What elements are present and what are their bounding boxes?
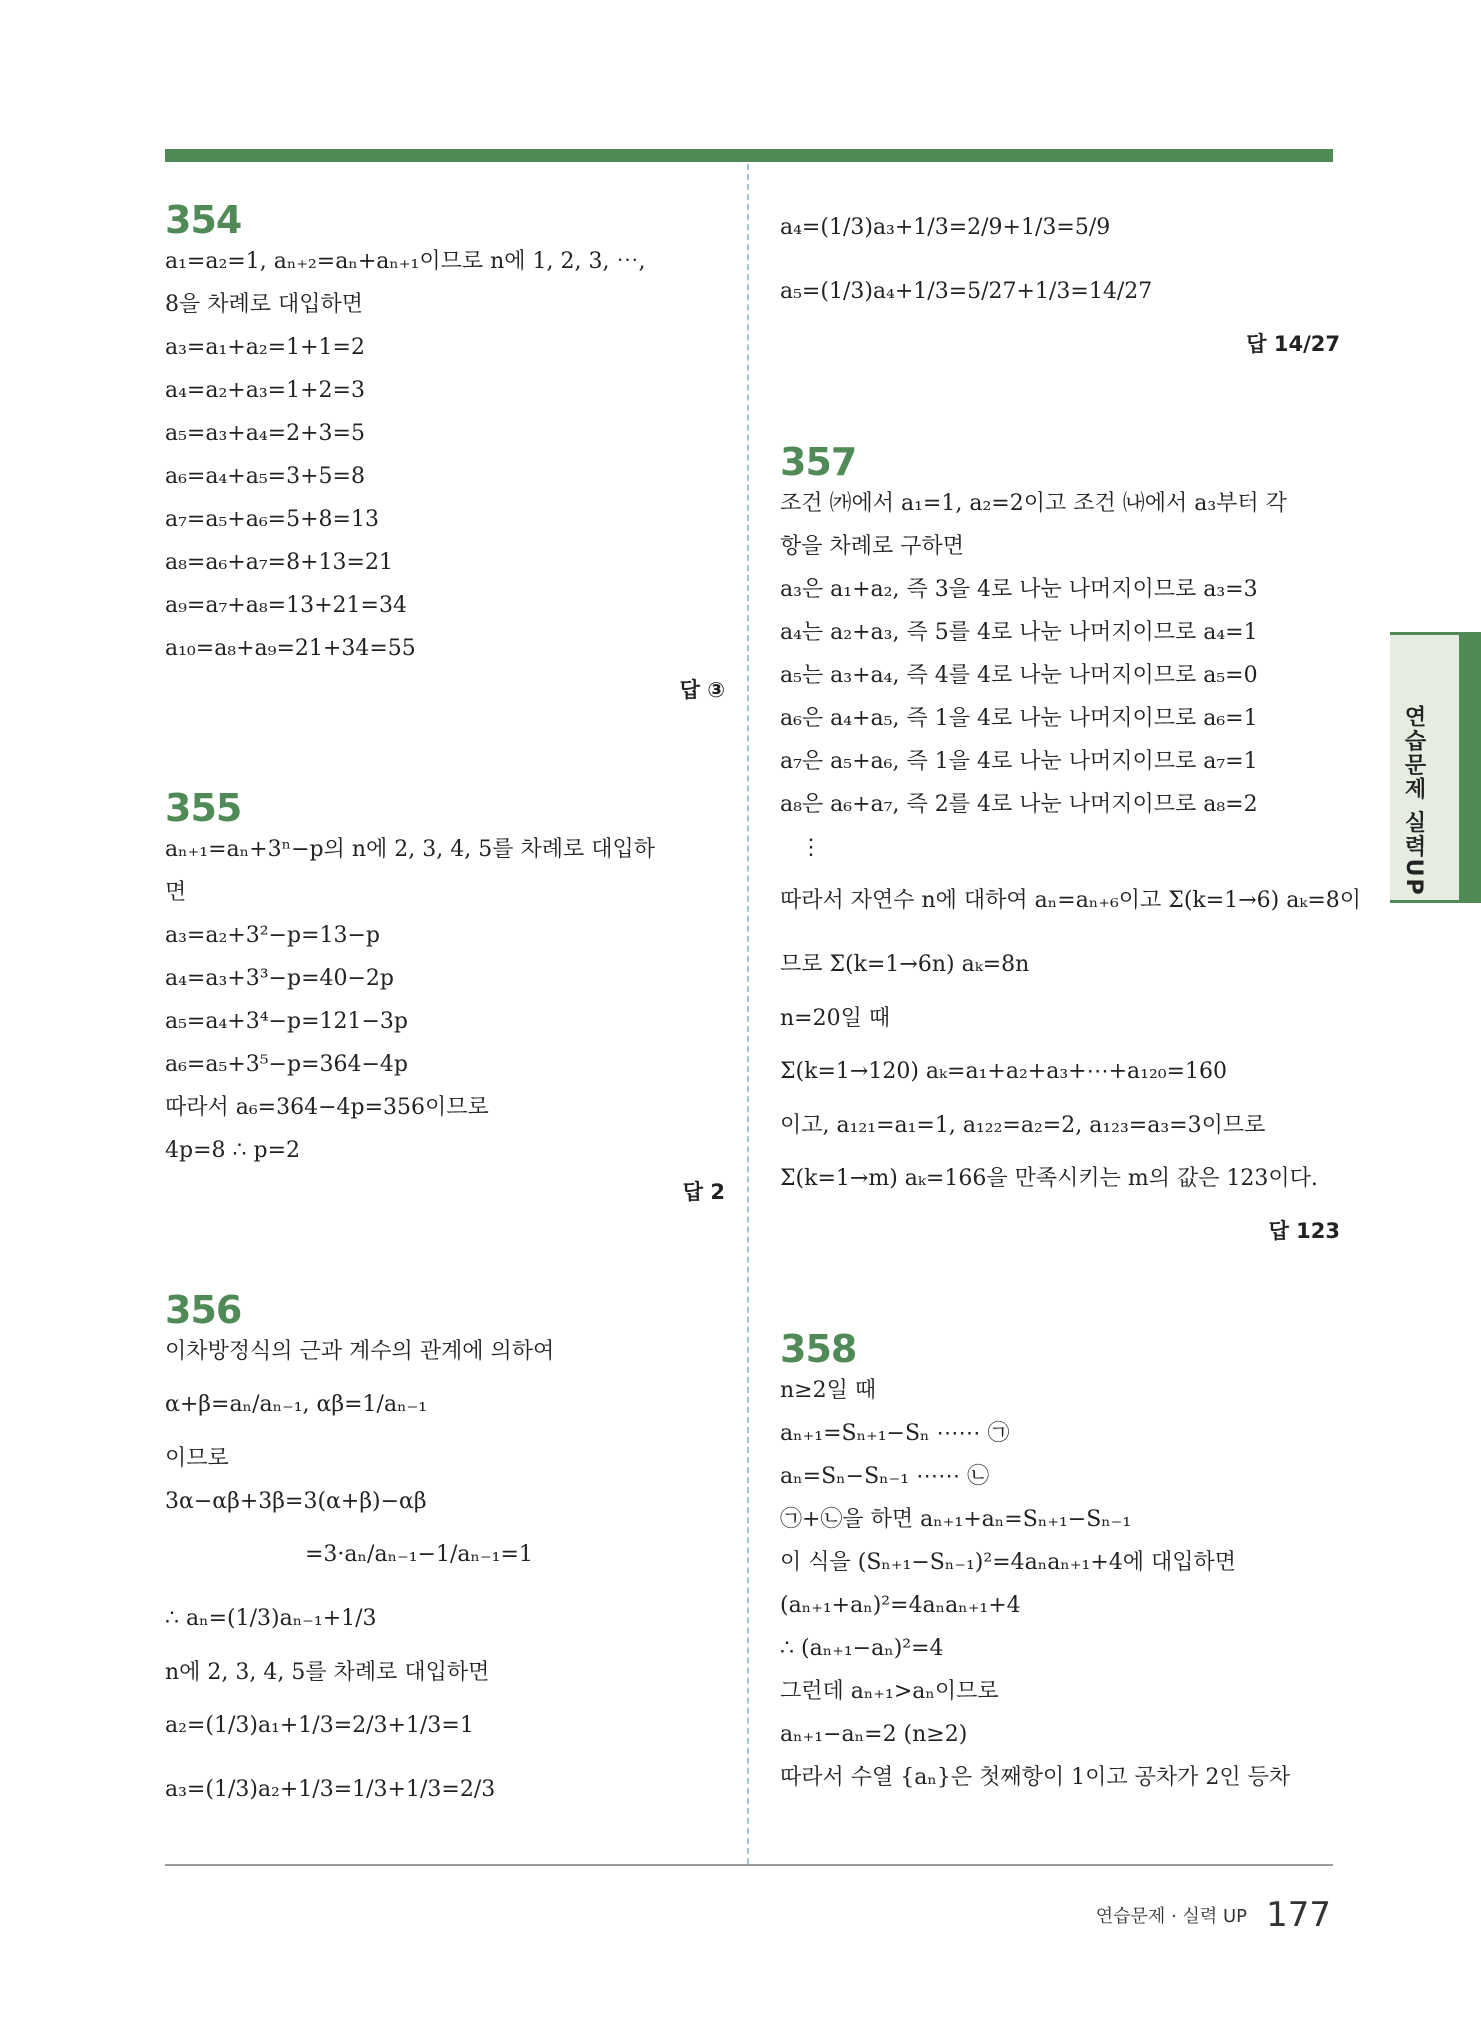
side-tab-label: 연습문제 실력UP (1401, 705, 1426, 897)
answer-354: 답 ③ (679, 678, 725, 702)
page-number: 177 (1266, 1895, 1331, 1935)
solution-line: =3·aₙ/aₙ₋₁−1/aₙ₋₁=1 (305, 1542, 533, 1567)
solution-line: 4p=8 ∴ p=2 (165, 1138, 301, 1163)
solution-line: 따라서 a₆=364−4p=356이므로 (165, 1095, 489, 1120)
solution-line: 8을 차례로 대입하면 (165, 292, 363, 317)
solution-line: n에 2, 3, 4, 5를 차례로 대입하면 (165, 1660, 490, 1685)
column-divider (747, 164, 749, 1864)
answer-355: 답 2 (682, 1180, 725, 1204)
solution-line: a₄는 a₂+a₃, 즉 5를 4로 나눈 나머지이므로 a₄=1 (780, 620, 1258, 645)
solution-line: Σ(k=1→120) aₖ=a₁+a₂+a₃+⋯+a₁₂₀=160 (780, 1059, 1228, 1084)
solution-line: a₃=(1/3)a₂+1/3=1/3+1/3=2/3 (165, 1777, 496, 1802)
solution-line: aₙ₊₁=aₙ+3ⁿ−p의 n에 2, 3, 4, 5를 차례로 대입하 (165, 837, 655, 862)
answer-356: 답 14/27 (1246, 332, 1340, 356)
solution-line: a₄=a₃+3³−p=40−2p (165, 966, 395, 991)
solution-line: aₙ=Sₙ−Sₙ₋₁ ⋯⋯ ㉡ (780, 1464, 990, 1489)
solution-line: a₃=a₂+3²−p=13−p (165, 923, 381, 948)
solution-line: 이므로 (165, 1446, 229, 1471)
solution-line: 그런데 aₙ₊₁>aₙ이므로 (780, 1679, 999, 1704)
solution-line: a₈=a₆+a₇=8+13=21 (165, 550, 393, 575)
solution-line: a₃=a₁+a₂=1+1=2 (165, 335, 365, 360)
solution-line: a₄=a₂+a₃=1+2=3 (165, 378, 365, 403)
problem-number-356: 356 (165, 1288, 242, 1332)
problem-number-354: 354 (165, 198, 242, 242)
solution-line: n=20일 때 (780, 1006, 891, 1031)
solution-line: Σ(k=1→m) aₖ=166을 만족시키는 m의 값은 123이다. (780, 1166, 1318, 1191)
section-side-tab (1390, 632, 1481, 903)
solution-line: aₙ₊₁−aₙ=2 (n≥2) (780, 1722, 968, 1747)
solution-line: (aₙ₊₁+aₙ)²=4aₙaₙ₊₁+4 (780, 1593, 1021, 1618)
solution-line: a₇=a₅+a₆=5+8=13 (165, 507, 379, 532)
solution-line: a₁=a₂=1, aₙ₊₂=aₙ+aₙ₊₁이므로 n에 1, 2, 3, ⋯, (165, 249, 646, 274)
problem-number-357: 357 (780, 440, 857, 484)
solution-line: a₆은 a₄+a₅, 즉 1을 4로 나눈 나머지이므로 a₆=1 (780, 706, 1258, 731)
solution-line: a₅=a₃+a₄=2+3=5 (165, 421, 365, 446)
problem-number-358: 358 (780, 1327, 857, 1371)
solution-line: 따라서 자연수 n에 대하여 aₙ=aₙ₊₆이고 Σ(k=1→6) aₖ=8이 (780, 888, 1362, 913)
solution-line: n≥2일 때 (780, 1378, 877, 1403)
right-column (780, 196, 1362, 1799)
footer-section-label: 연습문제 · 실력 UP (1095, 1906, 1247, 1927)
solution-line: a₅는 a₃+a₄, 즉 4를 4로 나눈 나머지이므로 a₅=0 (780, 663, 1258, 688)
solution-line: a₅=a₄+3⁴−p=121−3p (165, 1009, 409, 1034)
solution-line: 조건 ㈎에서 a₁=1, a₂=2이고 조건 ㈏에서 a₃부터 각 (780, 491, 1287, 516)
top-green-bar (165, 149, 1333, 162)
solution-line: a₈은 a₆+a₇, 즉 2를 4로 나눈 나머지이므로 a₈=2 (780, 792, 1258, 817)
solution-line: ∴ (aₙ₊₁−aₙ)²=4 (780, 1636, 944, 1661)
solution-line: 면 (165, 880, 187, 905)
bottom-rule (165, 1864, 1333, 1866)
solution-line: 3α−αβ+3β=3(α+β)−αβ (165, 1489, 427, 1514)
solution-line: 이고, a₁₂₁=a₁=1, a₁₂₂=a₂=2, a₁₂₃=a₃=3이므로 (780, 1113, 1266, 1138)
solution-line: a₃은 a₁+a₂, 즉 3을 4로 나눈 나머지이므로 a₃=3 (780, 577, 1258, 602)
solution-line: ∴ aₙ=(1/3)aₙ₋₁+1/3 (165, 1606, 377, 1631)
solution-line: a₉=a₇+a₈=13+21=34 (165, 593, 407, 618)
solution-line: a₅=(1/3)a₄+1/3=5/27+1/3=14/27 (780, 279, 1153, 304)
solution-line: 이 식을 (Sₙ₊₁−Sₙ₋₁)²=4aₙaₙ₊₁+4에 대입하면 (780, 1550, 1237, 1575)
solution-line: a₆=a₅+3⁵−p=364−4p (165, 1052, 409, 1077)
side-tab-strip (1459, 635, 1481, 900)
problem-number-355: 355 (165, 786, 242, 830)
solution-line: 므로 Σ(k=1→6n) aₖ=8n (780, 952, 1030, 977)
solution-line: 이차방정식의 근과 계수의 관계에 의하여 (165, 1339, 555, 1364)
solution-line: aₙ₊₁=Sₙ₊₁−Sₙ ⋯⋯ ㉠ (780, 1421, 1010, 1446)
page-footer (1096, 1895, 1331, 1935)
solution-line: a₁₀=a₈+a₉=21+34=55 (165, 636, 416, 661)
left-column (165, 200, 725, 1822)
solution-line: ⋮ (800, 835, 822, 860)
solution-line: a₄=(1/3)a₃+1/3=2/9+1/3=5/9 (780, 215, 1111, 240)
answer-357: 답 123 (1268, 1219, 1340, 1243)
solution-line: 항을 차례로 구하면 (780, 534, 965, 559)
solution-line: a₂=(1/3)a₁+1/3=2/3+1/3=1 (165, 1713, 474, 1738)
solution-line: a₇은 a₅+a₆, 즉 1을 4로 나눈 나머지이므로 a₇=1 (780, 749, 1258, 774)
solution-line: a₆=a₄+a₅=3+5=8 (165, 464, 365, 489)
solution-line: α+β=aₙ/aₙ₋₁, αβ=1/aₙ₋₁ (165, 1392, 428, 1417)
solution-line: 따라서 수열 {aₙ}은 첫째항이 1이고 공차가 2인 등차 (780, 1765, 1291, 1790)
solution-line: ㉠+㉡을 하면 aₙ₊₁+aₙ=Sₙ₊₁−Sₙ₋₁ (780, 1507, 1132, 1532)
